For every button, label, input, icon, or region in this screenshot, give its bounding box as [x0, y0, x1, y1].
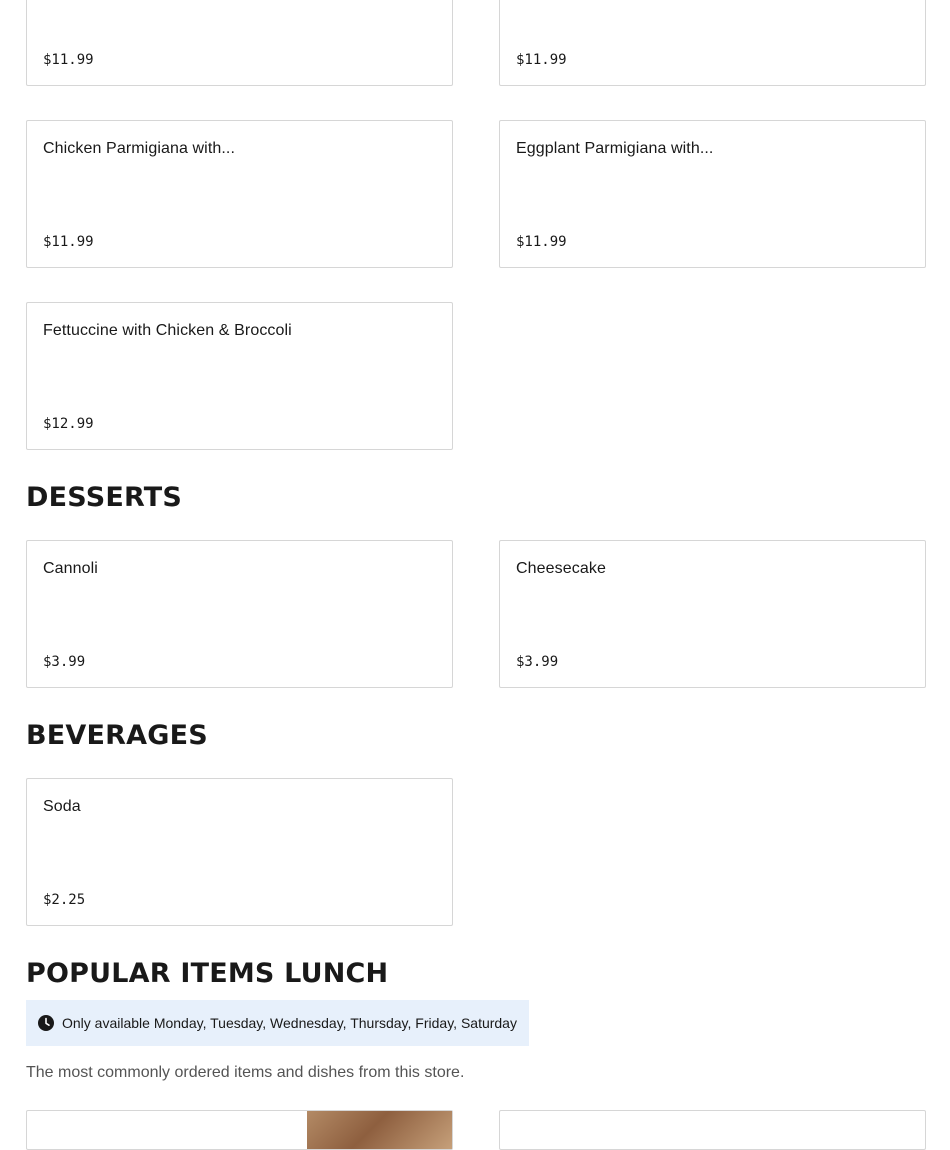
menu-item-card[interactable]	[26, 778, 453, 926]
menu-item-name: Eggplant Parmigiana with...	[516, 140, 714, 157]
menu-item-name: Soda	[43, 798, 81, 815]
menu-item-card[interactable]	[499, 120, 926, 268]
menu-item-name: Cheesecake	[516, 560, 606, 577]
menu-item-card[interactable]	[26, 540, 453, 688]
menu-item-card[interactable]	[499, 1110, 926, 1150]
menu-item-price: $3.99	[43, 654, 86, 670]
menu-item-price: $11.99	[516, 52, 567, 68]
menu-item-name: Chicken Parmigiana with...	[43, 140, 236, 157]
section-title-beverages: BEVERAGES	[26, 720, 208, 751]
menu-item-card[interactable]	[499, 0, 926, 86]
section-description: The most commonly ordered items and dishes from this store.	[26, 1064, 465, 1081]
availability-text: Only available Monday, Tuesday, Wednesday, Thursday, Friday, Saturday	[62, 1015, 517, 1031]
availability-banner	[26, 1000, 529, 1046]
menu-item-price: $11.99	[43, 234, 94, 250]
menu-item-name: Fettuccine with Chicken & Broccoli	[43, 322, 292, 339]
menu-item-card[interactable]	[499, 540, 926, 688]
menu-item-image	[307, 1111, 452, 1149]
menu-item-price: $2.25	[43, 892, 86, 908]
menu-item-name: Cannoli	[43, 560, 98, 577]
menu-item-card[interactable]	[26, 0, 453, 86]
menu-item-card[interactable]	[26, 302, 453, 450]
section-title-desserts: DESSERTS	[26, 482, 183, 513]
clock-icon	[38, 1015, 54, 1031]
menu-item-card[interactable]	[26, 120, 453, 268]
menu-item-price: $3.99	[516, 654, 559, 670]
section-title-popular-lunch: POPULAR ITEMS LUNCH	[26, 958, 389, 989]
menu-item-price: $11.99	[516, 234, 567, 250]
menu-item-price: $11.99	[43, 52, 94, 68]
menu-item-card[interactable]	[26, 1110, 453, 1150]
menu-item-price: $12.99	[43, 416, 94, 432]
